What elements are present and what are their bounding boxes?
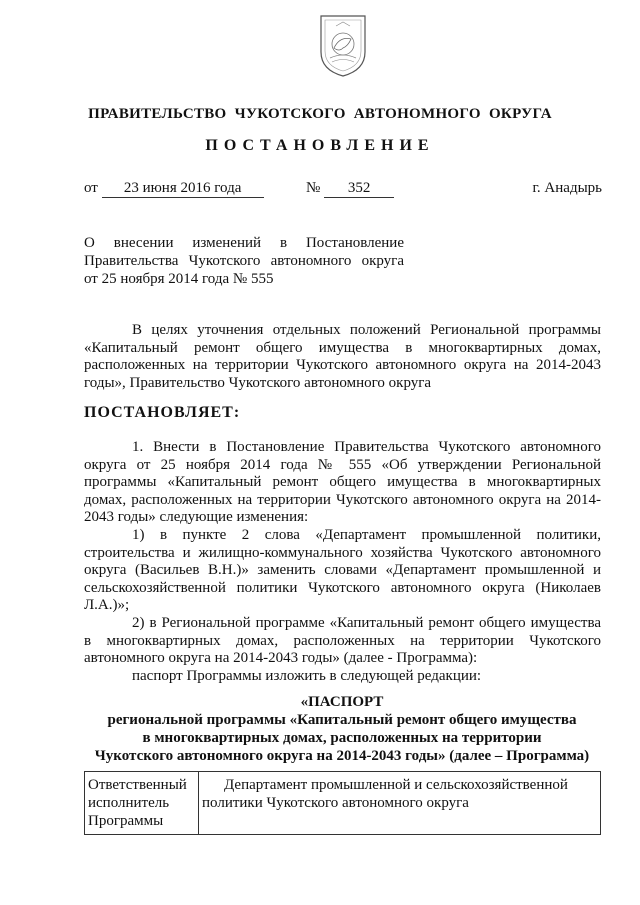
item-paragraph: 1) в пункте 2 слова «Департамент промышленной политики, строительства и жилищно-коммунального хозяйства Чукотского автономного округа (Васильев В.Н.)» заменить словами «Департамент промышленной и сельскохозяйственной политики Чукотского автономного округа (Николаев Л.А.)»;	[84, 526, 601, 614]
date-prefix: от	[84, 180, 98, 196]
item-paragraph: 1. Внести в Постановление Правительства Чукотского автономного округа от 25 ноября 2014 года № 555 «Об утверждении Региональной программы «Капитальный ремонт общего имущества в многоквартирных домах, расположенных на территории Чукотского автономного округа на 2014-2043 годы» следующие изменения:	[84, 439, 601, 526]
passport-title	[72, 693, 612, 765]
decree-subject	[84, 234, 404, 288]
coat-of-arms-icon	[318, 12, 368, 78]
preamble	[84, 322, 601, 392]
number-value: 352	[324, 181, 394, 198]
subject-line: Правительства Чукотского автономного округа	[84, 253, 404, 269]
passport-title-line: региональной программы «Капитальный ремонт общего имущества	[107, 712, 577, 728]
passport-title-line: «ПАСПОРТ	[300, 694, 384, 710]
item-paragraph: паспорт Программы изложить в следующей редакции:	[132, 667, 482, 684]
government-name: ПРАВИТЕЛЬСТВО ЧУКОТСКОГО АВТОНОМНОГО ОКРУГА	[88, 106, 552, 122]
table-cell-label: Ответственный исполнитель Программы	[85, 772, 199, 835]
preamble-text: В целях уточнения отдельных положений Региональной программы «Капитальный ремонт общего имущества в многоквартирных домах, расположенных на территории Чукотского автономного округа на 2014-2043 годы», Правительство Чукотского автономного округа	[84, 322, 601, 391]
table-cell-value: Департамент промышленной и сельскохозяйственной политики Чукотского автономного округа	[199, 772, 601, 835]
city: г. Анадырь	[532, 180, 602, 196]
number-field	[306, 180, 394, 198]
passport-title-line: Чукотского автономного округа на 2014-2043 годы» (далее – Программа)	[94, 748, 590, 764]
subject-line: О внесении изменений в Постановление	[84, 235, 404, 251]
date-field	[84, 180, 264, 198]
passport-title-line: в многоквартирных домах, расположенных на территории	[142, 730, 542, 746]
date-value: 23 июня 2016 года	[102, 181, 264, 198]
number-sign: №	[306, 180, 321, 196]
subject-line: от 25 ноября 2014 года № 555	[84, 271, 274, 287]
document-type-title: ПОСТАНОВЛЕНИЕ	[205, 137, 435, 154]
decree-items	[84, 439, 601, 685]
table-row	[85, 772, 601, 835]
item-paragraph: 2) в Региональной программе «Капитальный ремонт общего имущества в многоквартирных домах, расположенных на территории Чукотского автономного округа на 2014-2043 годы» (далее - Программа):	[84, 614, 601, 667]
resolve-heading: ПОСТАНОВЛЯЕТ:	[84, 404, 241, 421]
passport-table	[84, 771, 601, 835]
